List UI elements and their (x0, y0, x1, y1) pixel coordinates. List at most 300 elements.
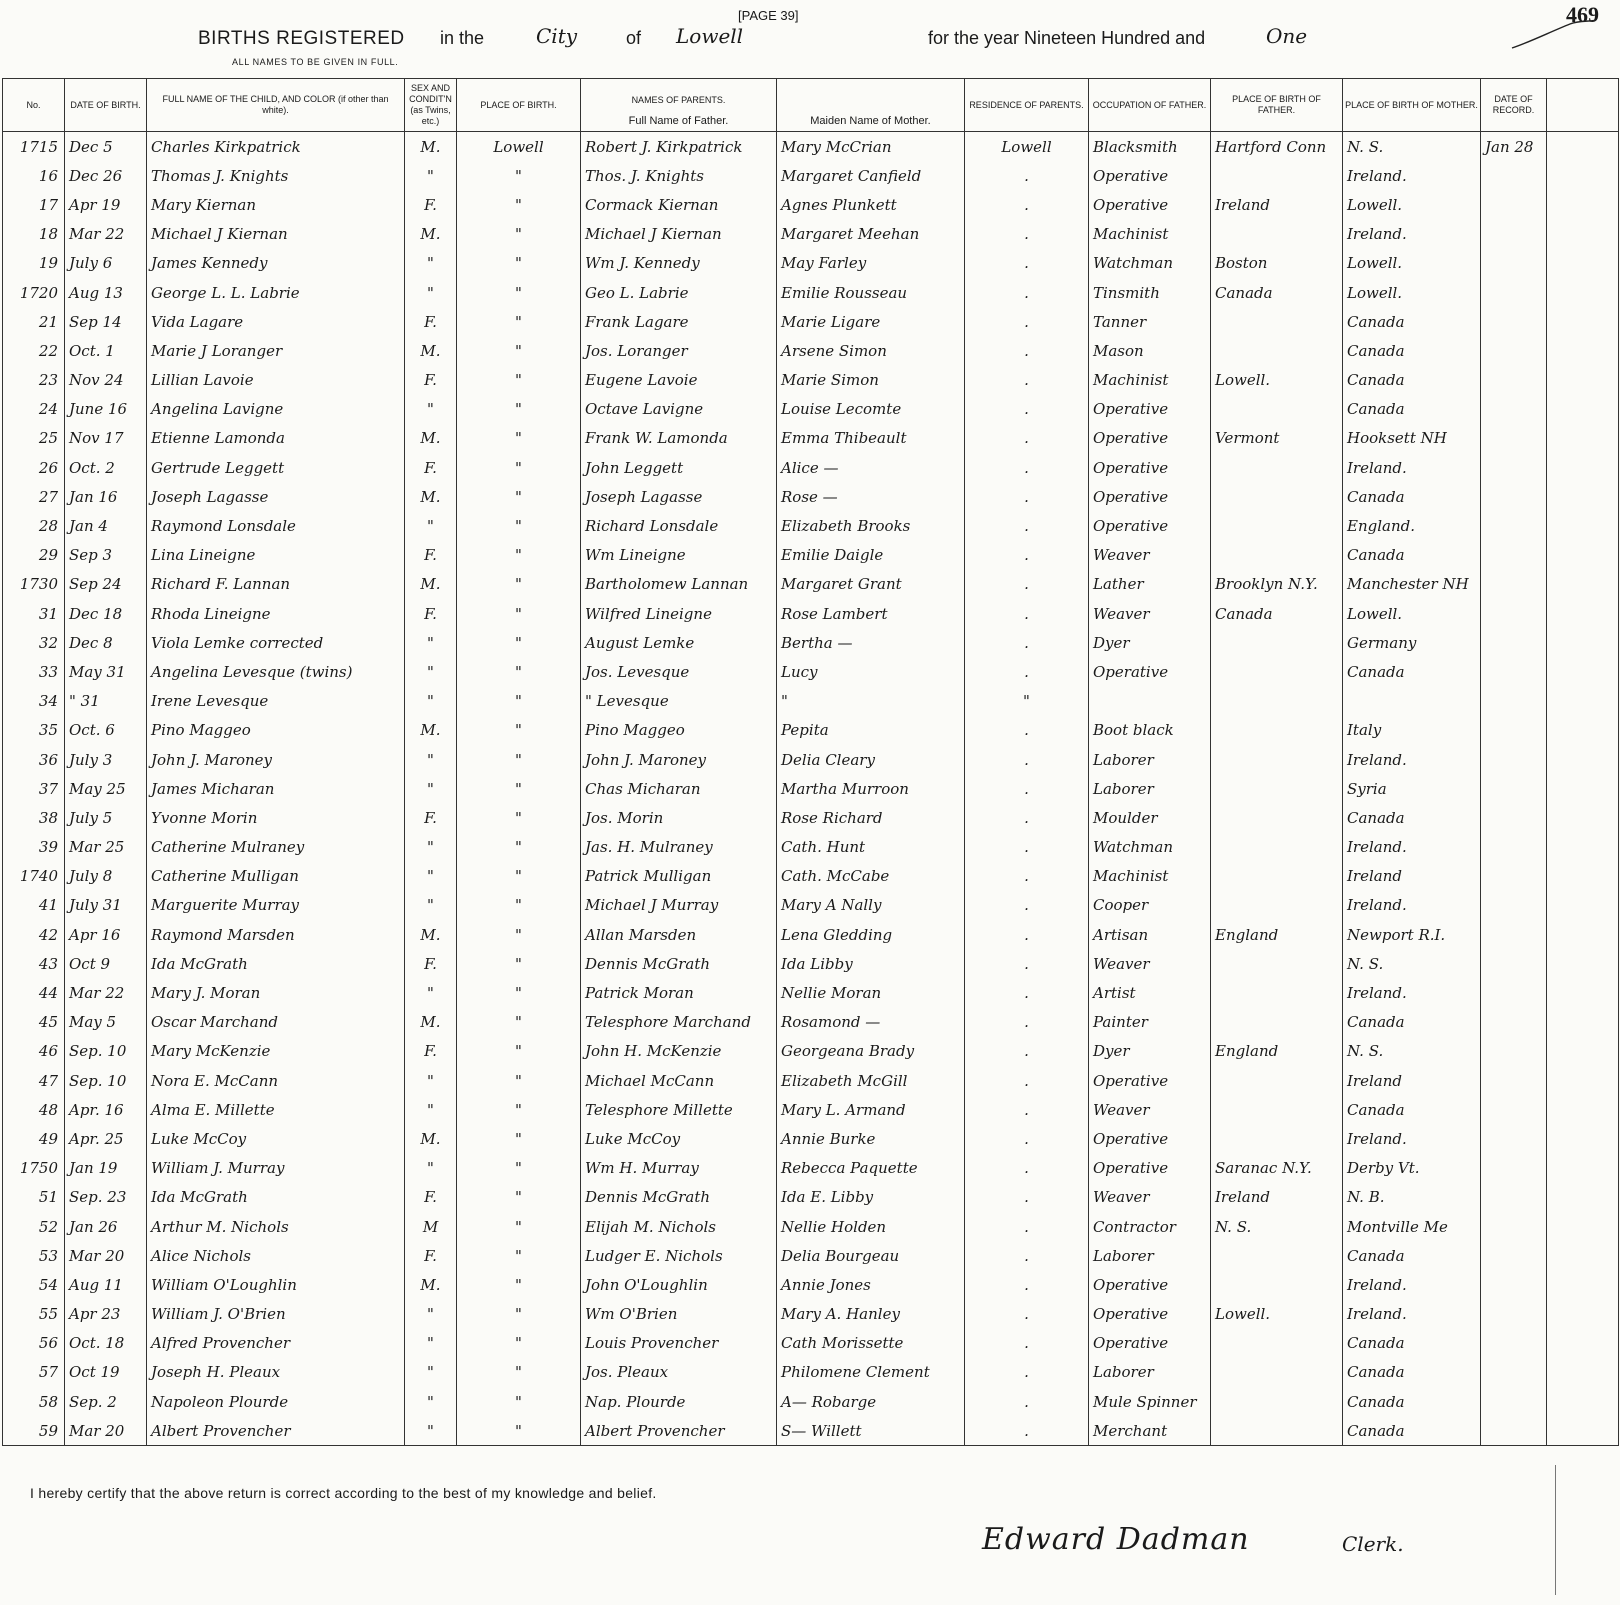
margin-cell (1547, 833, 1619, 862)
residence: . (965, 395, 1089, 424)
mother-birthplace: Germany (1343, 628, 1481, 657)
mother-birthplace: Canada (1343, 1241, 1481, 1270)
father-birthplace (1211, 657, 1343, 686)
record-date (1481, 1241, 1547, 1270)
entry-number: 36 (3, 745, 65, 774)
father-occupation: Dyer (1089, 1037, 1211, 1066)
mother-name: Lena Gledding (777, 920, 965, 949)
father-name: Nap. Plourde (581, 1387, 777, 1416)
father-occupation: Boot black (1089, 716, 1211, 745)
birth-date: July 5 (65, 803, 147, 832)
father-birthplace (1211, 1241, 1343, 1270)
margin-cell (1547, 161, 1619, 190)
child-name: Angelina Lavigne (147, 395, 405, 424)
father-birthplace (1211, 511, 1343, 540)
entry-number: 25 (3, 424, 65, 453)
table-row (3, 541, 1619, 570)
margin-cell (1547, 1008, 1619, 1037)
father-occupation: Artisan (1089, 920, 1211, 949)
table-row (3, 599, 1619, 628)
entry-number: 44 (3, 978, 65, 1007)
entry-number: 56 (3, 1329, 65, 1358)
entry-number: 58 (3, 1387, 65, 1416)
father-occupation: Weaver (1089, 1183, 1211, 1212)
birth-date: Aug 11 (65, 1270, 147, 1299)
margin-cell (1547, 482, 1619, 511)
birth-date: Sep. 10 (65, 1066, 147, 1095)
table-row (3, 1270, 1619, 1299)
mother-birthplace: N. S. (1343, 949, 1481, 978)
child-name: Yvonne Morin (147, 803, 405, 832)
father-birthplace (1211, 482, 1343, 511)
record-date (1481, 599, 1547, 628)
place-of-birth: " (457, 745, 581, 774)
mother-birthplace: Canada (1343, 541, 1481, 570)
mother-birthplace: Canada (1343, 366, 1481, 395)
mother-birthplace: N. B. (1343, 1183, 1481, 1212)
mother-name: Ida Libby (777, 949, 965, 978)
table-row (3, 1329, 1619, 1358)
father-name: Michael McCann (581, 1066, 777, 1095)
father-name: John Leggett (581, 453, 777, 482)
place-of-birth: " (457, 482, 581, 511)
sex: F. (405, 541, 457, 570)
place-of-birth: " (457, 628, 581, 657)
mother-birthplace: Canada (1343, 1358, 1481, 1387)
margin-cell (1547, 1387, 1619, 1416)
residence: . (965, 949, 1089, 978)
entry-number: 46 (3, 1037, 65, 1066)
col-occupation: OCCUPATION OF FATHER. (1089, 79, 1211, 132)
child-name: Joseph Lagasse (147, 482, 405, 511)
margin-cell (1547, 1300, 1619, 1329)
place-of-birth: " (457, 599, 581, 628)
mother-name: Georgeana Brady (777, 1037, 965, 1066)
father-name: Chas Micharan (581, 774, 777, 803)
residence: " (965, 687, 1089, 716)
father-occupation: Mason (1089, 336, 1211, 365)
entry-number: 31 (3, 599, 65, 628)
father-name: John O'Loughlin (581, 1270, 777, 1299)
mother-name: Emma Thibeault (777, 424, 965, 453)
child-name: Oscar Marchand (147, 1008, 405, 1037)
father-occupation: Operative (1089, 657, 1211, 686)
mother-name: Pepita (777, 716, 965, 745)
mother-birthplace: Ireland. (1343, 1124, 1481, 1153)
sex: " (405, 161, 457, 190)
record-date (1481, 190, 1547, 219)
sex: " (405, 395, 457, 424)
father-name: Wm J. Kennedy (581, 249, 777, 278)
child-name: Vida Lagare (147, 307, 405, 336)
table-row (3, 1358, 1619, 1387)
place-of-birth: " (457, 1387, 581, 1416)
sex: " (405, 774, 457, 803)
mother-name: Nellie Holden (777, 1212, 965, 1241)
birth-date: Oct. 6 (65, 716, 147, 745)
father-birthplace (1211, 774, 1343, 803)
mother-name: Annie Jones (777, 1270, 965, 1299)
father-birthplace (1211, 395, 1343, 424)
sex: " (405, 628, 457, 657)
entry-number: 24 (3, 395, 65, 424)
sex: " (405, 1358, 457, 1387)
margin-cell (1547, 1241, 1619, 1270)
record-date (1481, 307, 1547, 336)
mother-name: Philomene Clement (777, 1358, 965, 1387)
mother-birthplace: Ireland. (1343, 891, 1481, 920)
birth-date: Mar 22 (65, 978, 147, 1007)
father-birthplace (1211, 453, 1343, 482)
mother-name: Cath. Hunt (777, 833, 965, 862)
birth-date: Mar 22 (65, 220, 147, 249)
place-of-birth: " (457, 1154, 581, 1183)
entry-number: 19 (3, 249, 65, 278)
right-margin-rule (1555, 1465, 1556, 1595)
page-number: 469 (1566, 2, 1599, 27)
father-birthplace (1211, 803, 1343, 832)
father-name: Pino Maggeo (581, 716, 777, 745)
mother-name: Margaret Meehan (777, 220, 965, 249)
birth-date: May 5 (65, 1008, 147, 1037)
mother-birthplace: Ireland. (1343, 161, 1481, 190)
margin-cell (1547, 541, 1619, 570)
mother-name: Cath Morissette (777, 1329, 965, 1358)
father-occupation: Operative (1089, 1066, 1211, 1095)
mother-name: Nellie Moran (777, 978, 965, 1007)
table-row (3, 949, 1619, 978)
table-row (3, 1300, 1619, 1329)
birth-date: Mar 20 (65, 1241, 147, 1270)
father-occupation: Laborer (1089, 1241, 1211, 1270)
margin-cell (1547, 307, 1619, 336)
record-date (1481, 570, 1547, 599)
birth-date: Aug 13 (65, 278, 147, 307)
record-date (1481, 453, 1547, 482)
place-of-birth: " (457, 949, 581, 978)
sex: F. (405, 1241, 457, 1270)
father-occupation: Operative (1089, 1329, 1211, 1358)
mother-birthplace: Italy (1343, 716, 1481, 745)
child-name: William J. O'Brien (147, 1300, 405, 1329)
mother-birthplace (1343, 687, 1481, 716)
place-of-birth: " (457, 1358, 581, 1387)
mother-birthplace: Canada (1343, 657, 1481, 686)
sex: F. (405, 803, 457, 832)
father-birthplace: Lowell. (1211, 1300, 1343, 1329)
mother-name: Mary L. Armand (777, 1095, 965, 1124)
residence: . (965, 511, 1089, 540)
sex: " (405, 1095, 457, 1124)
of-label: of (626, 28, 642, 48)
father-occupation: Contractor (1089, 1212, 1211, 1241)
child-name: John J. Maroney (147, 745, 405, 774)
table-row (3, 745, 1619, 774)
entry-number: 22 (3, 336, 65, 365)
residence: . (965, 920, 1089, 949)
birth-date: Sep. 2 (65, 1387, 147, 1416)
residence: . (965, 307, 1089, 336)
col-mother-label: Maiden Name of Mother. (810, 115, 931, 127)
table-row (3, 278, 1619, 307)
register-title: BIRTHS REGISTERED (198, 28, 405, 49)
margin-cell (1547, 716, 1619, 745)
residence: . (965, 745, 1089, 774)
place-of-birth: " (457, 657, 581, 686)
margin-cell (1547, 862, 1619, 891)
table-row (3, 716, 1619, 745)
mother-name: Rebecca Paquette (777, 1154, 965, 1183)
place-of-birth: " (457, 978, 581, 1007)
place-of-birth: " (457, 541, 581, 570)
margin-cell (1547, 1154, 1619, 1183)
record-date (1481, 511, 1547, 540)
table-row (3, 132, 1619, 162)
sex: F. (405, 1183, 457, 1212)
residence: . (965, 803, 1089, 832)
entry-number: 52 (3, 1212, 65, 1241)
entry-number: 23 (3, 366, 65, 395)
mother-birthplace: England. (1343, 511, 1481, 540)
child-name: Rhoda Lineigne (147, 599, 405, 628)
margin-cell (1547, 1066, 1619, 1095)
place-of-birth: " (457, 1270, 581, 1299)
father-birthplace: Vermont (1211, 424, 1343, 453)
entry-number: 39 (3, 833, 65, 862)
entry-number: 17 (3, 190, 65, 219)
mother-birthplace: N. S. (1343, 1037, 1481, 1066)
margin-cell (1547, 657, 1619, 686)
births-register-table (2, 78, 1619, 1446)
record-date (1481, 366, 1547, 395)
record-date (1481, 774, 1547, 803)
place-of-birth: " (457, 803, 581, 832)
sex: " (405, 1154, 457, 1183)
birth-date: Nov 17 (65, 424, 147, 453)
mother-name: Delia Cleary (777, 745, 965, 774)
father-name: Bartholomew Lannan (581, 570, 777, 599)
entry-number: 59 (3, 1416, 65, 1446)
record-date (1481, 745, 1547, 774)
mother-name: Emilie Rousseau (777, 278, 965, 307)
record-date (1481, 161, 1547, 190)
place-of-birth: " (457, 1300, 581, 1329)
table-row (3, 453, 1619, 482)
record-date (1481, 1008, 1547, 1037)
mother-birthplace: Ireland. (1343, 745, 1481, 774)
table-row (3, 249, 1619, 278)
col-residence: RESIDENCE OF PARENTS. (965, 79, 1089, 132)
father-name: Richard Lonsdale (581, 511, 777, 540)
birth-date: Jan 4 (65, 511, 147, 540)
entry-number: 54 (3, 1270, 65, 1299)
father-birthplace: N. S. (1211, 1212, 1343, 1241)
child-name: Raymond Lonsdale (147, 511, 405, 540)
father-occupation: Dyer (1089, 628, 1211, 657)
mother-name: Annie Burke (777, 1124, 965, 1153)
mother-birthplace: Lowell. (1343, 190, 1481, 219)
record-date (1481, 1154, 1547, 1183)
table-row (3, 1008, 1619, 1037)
table-row (3, 1241, 1619, 1270)
mother-birthplace: Manchester NH (1343, 570, 1481, 599)
entry-number: 1730 (3, 570, 65, 599)
margin-cell (1547, 1416, 1619, 1446)
table-row (3, 1416, 1619, 1446)
col-father (581, 79, 777, 132)
father-occupation: Merchant (1089, 1416, 1211, 1446)
entry-number: 21 (3, 307, 65, 336)
mother-name: Mary A Nally (777, 891, 965, 920)
father-name: August Lemke (581, 628, 777, 657)
father-occupation: Machinist (1089, 862, 1211, 891)
table-row (3, 833, 1619, 862)
margin-cell (1547, 1358, 1619, 1387)
sex: M. (405, 716, 457, 745)
sex: " (405, 1416, 457, 1446)
table-row (3, 1154, 1619, 1183)
place-of-birth: " (457, 511, 581, 540)
place-of-birth: Lowell (457, 132, 581, 162)
father-occupation: Machinist (1089, 220, 1211, 249)
mother-name: Rose Lambert (777, 599, 965, 628)
place-of-birth: " (457, 1183, 581, 1212)
entry-number: 16 (3, 161, 65, 190)
father-occupation: Operative (1089, 453, 1211, 482)
father-name: Wm O'Brien (581, 1300, 777, 1329)
table-row (3, 687, 1619, 716)
birth-date: Dec 8 (65, 628, 147, 657)
margin-cell (1547, 132, 1619, 162)
col-father-label: Full Name of Father. (628, 115, 729, 127)
table-row (3, 336, 1619, 365)
record-date (1481, 803, 1547, 832)
sex: " (405, 862, 457, 891)
record-date (1481, 1037, 1547, 1066)
record-date (1481, 278, 1547, 307)
father-birthplace: Ireland (1211, 1183, 1343, 1212)
child-name: Irene Levesque (147, 687, 405, 716)
birth-date: Apr. 16 (65, 1095, 147, 1124)
sex: M. (405, 570, 457, 599)
place-of-birth: " (457, 1329, 581, 1358)
father-birthplace (1211, 1358, 1343, 1387)
place-of-birth: " (457, 220, 581, 249)
record-date (1481, 1300, 1547, 1329)
child-name: Richard F. Lannan (147, 570, 405, 599)
margin-cell (1547, 949, 1619, 978)
residence: . (965, 161, 1089, 190)
entry-number: 51 (3, 1183, 65, 1212)
father-birthplace: Saranac N.Y. (1211, 1154, 1343, 1183)
birth-date: Jan 19 (65, 1154, 147, 1183)
entry-number: 57 (3, 1358, 65, 1387)
residence: . (965, 1416, 1089, 1446)
father-birthplace (1211, 716, 1343, 745)
residence: . (965, 1037, 1089, 1066)
mother-birthplace: Hooksett NH (1343, 424, 1481, 453)
mother-name: Cath. McCabe (777, 862, 965, 891)
mother-name: Marie Ligare (777, 307, 965, 336)
father-name: Jos. Morin (581, 803, 777, 832)
father-birthplace: England (1211, 1037, 1343, 1066)
record-date (1481, 482, 1547, 511)
mother-birthplace: Ireland. (1343, 453, 1481, 482)
father-birthplace (1211, 745, 1343, 774)
mother-name: Rosamond — (777, 1008, 965, 1037)
father-name: Jos. Loranger (581, 336, 777, 365)
place-of-birth: " (457, 891, 581, 920)
child-name: Marie J Loranger (147, 336, 405, 365)
table-header-row (3, 79, 1619, 132)
sex: " (405, 891, 457, 920)
record-date (1481, 657, 1547, 686)
father-occupation: Blacksmith (1089, 132, 1211, 162)
father-occupation: Laborer (1089, 745, 1211, 774)
child-name: James Kennedy (147, 249, 405, 278)
mother-name: Margaret Grant (777, 570, 965, 599)
sex: M. (405, 336, 457, 365)
father-occupation: Weaver (1089, 949, 1211, 978)
entry-number: 35 (3, 716, 65, 745)
place-of-birth: " (457, 278, 581, 307)
record-date (1481, 1183, 1547, 1212)
birth-date: Sep 14 (65, 307, 147, 336)
father-name: Ludger E. Nichols (581, 1241, 777, 1270)
margin-cell (1547, 599, 1619, 628)
father-occupation: Operative (1089, 395, 1211, 424)
year-word-field: One (1266, 24, 1308, 48)
birth-date: Mar 20 (65, 1416, 147, 1446)
father-occupation: Weaver (1089, 1095, 1211, 1124)
table-row (3, 1066, 1619, 1095)
sex: " (405, 978, 457, 1007)
mother-name: Arsene Simon (777, 336, 965, 365)
father-birthplace (1211, 949, 1343, 978)
entry-number: 1750 (3, 1154, 65, 1183)
place-of-birth: " (457, 687, 581, 716)
father-name: Jos. Pleaux (581, 1358, 777, 1387)
father-name: Frank W. Lamonda (581, 424, 777, 453)
col-full-name: FULL NAME OF THE CHILD, AND COLOR (if other than white). (147, 79, 405, 132)
father-name: " Levesque (581, 687, 777, 716)
birth-date: Oct. 2 (65, 453, 147, 482)
place-of-birth: " (457, 716, 581, 745)
margin-cell (1547, 803, 1619, 832)
record-date (1481, 1270, 1547, 1299)
margin-cell (1547, 1270, 1619, 1299)
col-father-birthplace: PLACE OF BIRTH OF FATHER. (1211, 79, 1343, 132)
table-row (3, 774, 1619, 803)
mother-name: Marie Simon (777, 366, 965, 395)
father-birthplace (1211, 1066, 1343, 1095)
father-name: Telesphore Millette (581, 1095, 777, 1124)
father-birthplace (1211, 687, 1343, 716)
entry-number: 55 (3, 1300, 65, 1329)
table-row (3, 1124, 1619, 1153)
residence: . (965, 1008, 1089, 1037)
sex: M. (405, 920, 457, 949)
birth-date: Jan 26 (65, 1212, 147, 1241)
father-occupation: Mule Spinner (1089, 1387, 1211, 1416)
clerk-signature: Edward Dadman (982, 1522, 1250, 1557)
margin-cell (1547, 1329, 1619, 1358)
father-occupation: Laborer (1089, 774, 1211, 803)
place-of-birth: " (457, 395, 581, 424)
father-birthplace (1211, 1416, 1343, 1446)
place-of-birth: " (457, 570, 581, 599)
sex: F. (405, 599, 457, 628)
